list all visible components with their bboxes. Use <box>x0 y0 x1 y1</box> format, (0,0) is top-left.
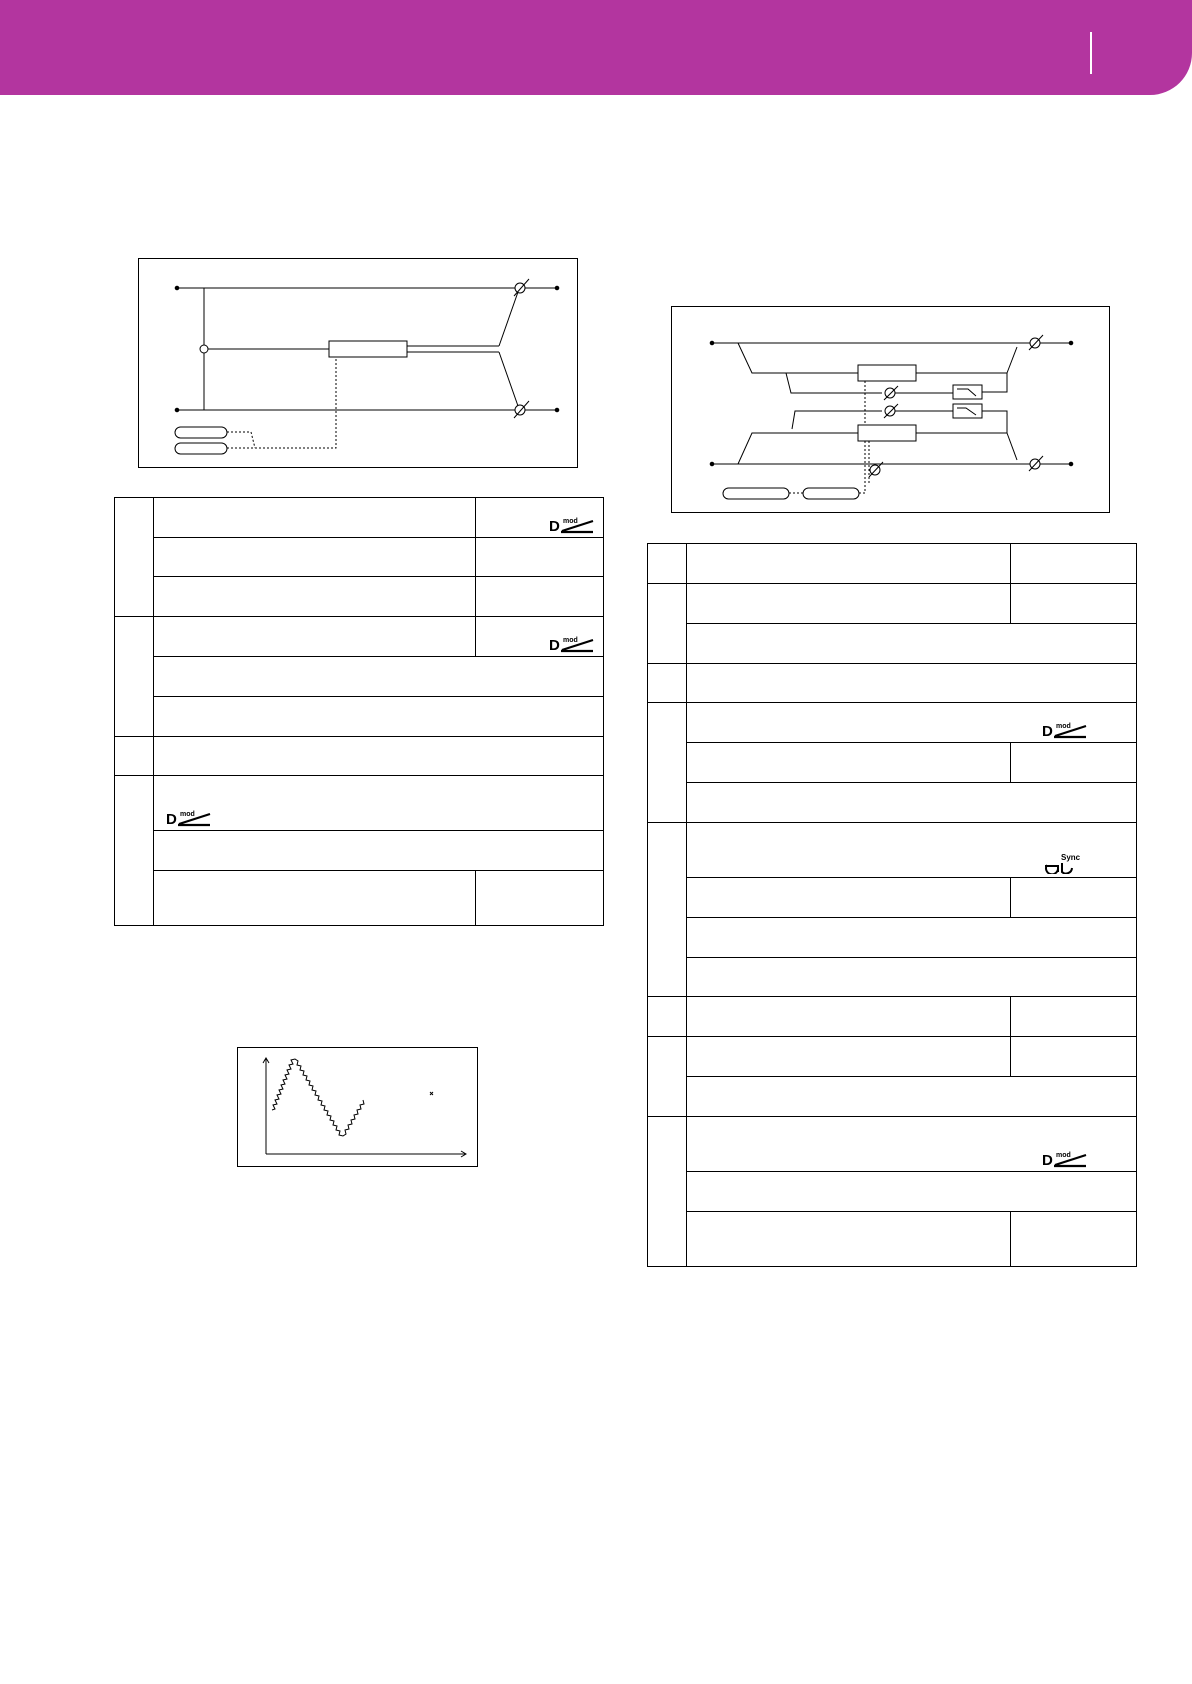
param-desc-cell <box>687 1117 1137 1172</box>
param-desc-cell <box>687 703 1137 743</box>
header-divider <box>1090 32 1092 74</box>
param-desc-cell <box>154 697 604 737</box>
table-row <box>648 878 1137 918</box>
table-row <box>648 783 1137 823</box>
dmod-icon <box>549 514 595 534</box>
table-row <box>648 703 1137 743</box>
param-name-cell <box>687 743 1011 783</box>
param-name-cell <box>687 584 1011 624</box>
param-range-cell <box>476 538 604 577</box>
param-group-cell <box>115 737 154 776</box>
param-desc-cell <box>154 831 604 871</box>
dmod-icon <box>1042 1148 1088 1168</box>
svg-text:mod: mod <box>1056 1152 1071 1159</box>
table-row <box>648 918 1137 958</box>
param-desc-cell <box>687 823 1137 878</box>
table-row <box>648 544 1137 584</box>
param-name-cell <box>687 878 1011 918</box>
param-name-cell <box>687 997 1011 1037</box>
svg-text:Sync: Sync <box>1061 853 1081 862</box>
param-name-cell <box>687 1037 1011 1077</box>
param-desc-cell <box>154 776 604 831</box>
svg-text:mod: mod <box>563 518 578 525</box>
param-range-cell <box>476 617 604 657</box>
table-row <box>648 1172 1137 1212</box>
table-row <box>115 831 604 871</box>
param-name-cell <box>687 1212 1011 1267</box>
param-range-cell <box>476 871 604 926</box>
svg-text:D: D <box>1042 723 1053 739</box>
param-desc-cell <box>687 958 1137 997</box>
table-row <box>648 1117 1137 1172</box>
svg-text:mod: mod <box>563 637 578 644</box>
param-group-cell <box>115 617 154 737</box>
param-desc-cell <box>687 1077 1137 1117</box>
param-desc-cell <box>154 657 604 697</box>
param-name-cell <box>687 544 1011 584</box>
table-row <box>115 498 604 538</box>
table-row <box>115 657 604 697</box>
svg-text:D: D <box>549 637 560 653</box>
table-row <box>648 1037 1137 1077</box>
param-group-cell <box>648 823 687 997</box>
param-desc-cell <box>687 1172 1137 1212</box>
table-row <box>115 871 604 926</box>
param-range-cell <box>1011 743 1137 783</box>
param-desc-cell <box>687 918 1137 958</box>
param-range-cell <box>1011 1212 1137 1267</box>
right-diagram-lines <box>672 307 1111 514</box>
waveform-graph-lines <box>238 1048 479 1168</box>
param-name-cell <box>154 871 476 926</box>
table-row <box>648 624 1137 664</box>
table-row <box>648 584 1137 624</box>
param-group-cell <box>648 1037 687 1117</box>
table-row <box>648 823 1137 878</box>
table-row <box>648 664 1137 703</box>
table-row <box>115 617 604 657</box>
table-row <box>115 538 604 577</box>
param-group-cell <box>648 1117 687 1267</box>
param-group-cell <box>115 498 154 617</box>
svg-text:D: D <box>1042 1152 1053 1168</box>
svg-text:D: D <box>549 518 560 534</box>
table-row <box>115 776 604 831</box>
param-desc-cell <box>687 624 1137 664</box>
table-row <box>115 577 604 617</box>
table-row <box>648 997 1137 1037</box>
param-desc-cell <box>687 783 1137 823</box>
svg-text:D: D <box>166 811 177 827</box>
svg-text:mod: mod <box>1056 723 1071 730</box>
param-group-cell <box>648 664 687 703</box>
table-row <box>648 958 1137 997</box>
table-row <box>648 743 1137 783</box>
param-group-cell <box>648 584 687 664</box>
right-parameter-table <box>647 543 1137 1267</box>
param-group-cell <box>648 997 687 1037</box>
table-row <box>648 1212 1137 1267</box>
param-name-cell <box>154 617 476 657</box>
param-name-cell <box>154 498 476 538</box>
param-range-cell <box>1011 584 1137 624</box>
param-group-cell <box>648 703 687 823</box>
header-banner <box>0 0 1192 95</box>
dmod-icon <box>166 807 212 827</box>
param-group-cell <box>115 776 154 926</box>
dmod-icon <box>1042 719 1088 739</box>
right-block-diagram <box>671 306 1110 513</box>
param-range-cell <box>476 577 604 617</box>
param-range-cell <box>476 498 604 538</box>
table-row <box>115 697 604 737</box>
param-range-cell <box>1011 1037 1137 1077</box>
left-block-diagram <box>138 258 578 468</box>
svg-text:mod: mod <box>180 811 195 818</box>
table-row <box>648 1077 1137 1117</box>
param-desc-cell <box>687 664 1137 703</box>
param-range-cell <box>1011 544 1137 584</box>
dmod-icon <box>549 633 595 653</box>
tempo-sync-icon <box>1044 852 1084 874</box>
waveform-graph <box>237 1047 478 1167</box>
param-desc-cell <box>154 737 604 776</box>
param-name-cell <box>154 577 476 617</box>
param-range-cell <box>1011 997 1137 1037</box>
param-range-cell <box>1011 878 1137 918</box>
param-name-cell <box>154 538 476 577</box>
table-row <box>115 737 604 776</box>
param-group-cell <box>648 544 687 584</box>
left-parameter-table <box>114 497 604 926</box>
left-diagram-lines <box>139 259 579 469</box>
